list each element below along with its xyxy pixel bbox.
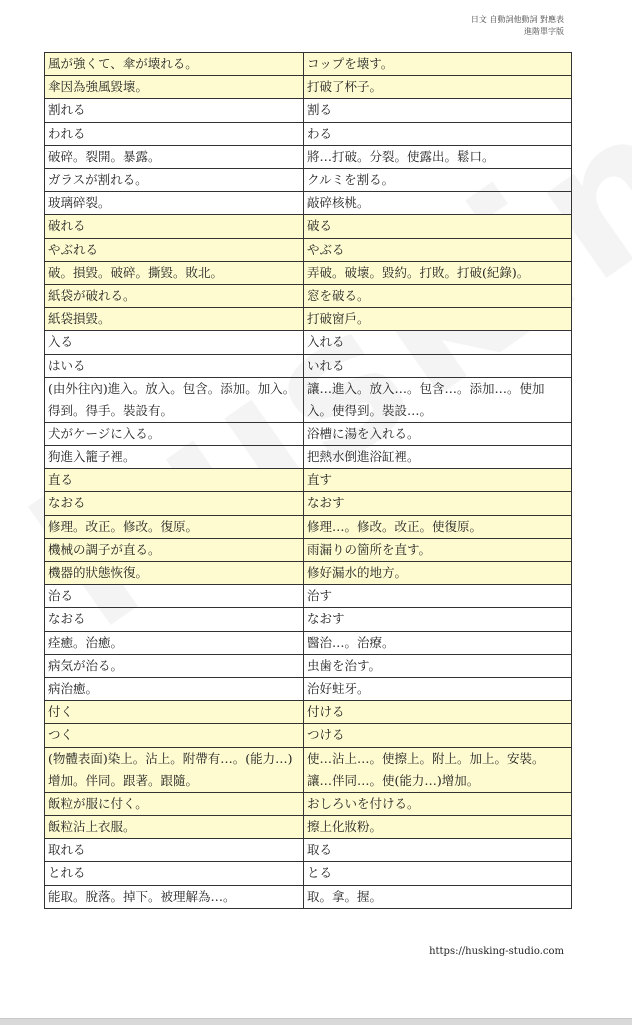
transitive-cell: 修好漏水的地方。	[304, 562, 572, 585]
intransitive-cell: やぶれる	[45, 238, 304, 261]
table-row	[45, 469, 572, 492]
transitive-cell: いれる	[304, 354, 572, 377]
table-row	[45, 422, 572, 445]
intransitive-cell: 傘因為強風毀壞。	[45, 76, 304, 99]
transitive-cell: 付ける	[304, 701, 572, 724]
transitive-cell: 虫歯を治す。	[304, 654, 572, 677]
transitive-cell: 入れる	[304, 331, 572, 354]
transitive-cell: 治す	[304, 585, 572, 608]
intransitive-cell: 直る	[45, 469, 304, 492]
table-row	[45, 76, 572, 99]
document-header	[471, 14, 564, 38]
intransitive-cell: 能取。脫落。掉下。被理解為…。	[45, 885, 304, 908]
table-row	[45, 585, 572, 608]
intransitive-cell: 紙袋が破れる。	[45, 285, 304, 308]
intransitive-cell: 破れる	[45, 215, 304, 238]
transitive-cell: 將…打破。分裂。使露出。鬆口。	[304, 145, 572, 168]
transitive-cell: わる	[304, 122, 572, 145]
header-subtitle: 進階單字版	[524, 27, 564, 36]
table-row	[45, 145, 572, 168]
table-row	[45, 331, 572, 354]
intransitive-cell: 紙袋損毀。	[45, 308, 304, 331]
table-row	[45, 215, 572, 238]
table-row	[45, 608, 572, 631]
transitive-cell: 使…沾上…。使擦上。附上。加上。安裝。讓…伴同…。使(能力…)增加。	[304, 747, 572, 792]
intransitive-cell: はいる	[45, 354, 304, 377]
table-row	[45, 192, 572, 215]
vocabulary-table	[44, 52, 572, 909]
footer-url[interactable]: https://husking-studio.com	[429, 946, 564, 957]
transitive-cell: 修理…。修改。改正。使復原。	[304, 515, 572, 538]
transitive-cell: 直す	[304, 469, 572, 492]
intransitive-cell: 割れる	[45, 99, 304, 122]
intransitive-cell: なおる	[45, 492, 304, 515]
intransitive-cell: 痊癒。治癒。	[45, 631, 304, 654]
table-row	[45, 354, 572, 377]
table-row	[45, 169, 572, 192]
intransitive-cell: 治る	[45, 585, 304, 608]
transitive-cell: 弄破。破壞。毀約。打敗。打破(紀錄)。	[304, 261, 572, 284]
table-row	[45, 515, 572, 538]
table-row	[45, 238, 572, 261]
transitive-cell: 窓を破る。	[304, 285, 572, 308]
intransitive-cell: われる	[45, 122, 304, 145]
transitive-cell: 破る	[304, 215, 572, 238]
table-row	[45, 862, 572, 885]
table-row	[45, 724, 572, 747]
transitive-cell: 取る	[304, 839, 572, 862]
intransitive-cell: とれる	[45, 862, 304, 885]
transitive-cell: 打破了杯子。	[304, 76, 572, 99]
intransitive-cell: 破碎。裂開。暴露。	[45, 145, 304, 168]
table-row	[45, 562, 572, 585]
transitive-cell: 醫治…。治療。	[304, 631, 572, 654]
transitive-cell: とる	[304, 862, 572, 885]
intransitive-cell: つく	[45, 724, 304, 747]
transitive-cell: やぶる	[304, 238, 572, 261]
intransitive-cell: 修理。改正。修改。復原。	[45, 515, 304, 538]
table-row	[45, 99, 572, 122]
table-row	[45, 308, 572, 331]
intransitive-cell: (物體表面)染上。沾上。附帶有…。(能力…)增加。伴同。跟著。跟隨。	[45, 747, 304, 792]
transitive-cell: 把熱水倒進浴缸裡。	[304, 446, 572, 469]
vocabulary-table-body	[45, 53, 572, 909]
table-row	[45, 654, 572, 677]
transitive-cell: つける	[304, 724, 572, 747]
transitive-cell: なおす	[304, 492, 572, 515]
intransitive-cell: 玻璃碎裂。	[45, 192, 304, 215]
transitive-cell: 取。拿。握。	[304, 885, 572, 908]
table-row	[45, 122, 572, 145]
table-row	[45, 285, 572, 308]
intransitive-cell: 狗進入籠子裡。	[45, 446, 304, 469]
intransitive-cell: ガラスが割れる。	[45, 169, 304, 192]
table-row	[45, 492, 572, 515]
intransitive-cell: 付く	[45, 701, 304, 724]
table-row	[45, 377, 572, 422]
intransitive-cell: 風が強くて、傘が壊れる。	[45, 53, 304, 76]
transitive-cell: なおす	[304, 608, 572, 631]
intransitive-cell: 犬がケージに入る。	[45, 422, 304, 445]
transitive-cell: 打破窗戶。	[304, 308, 572, 331]
intransitive-cell: 機械の調子が直る。	[45, 538, 304, 561]
intransitive-cell: (由外往內)進入。放入。包含。添加。加入。得到。得手。裝設有。	[45, 377, 304, 422]
intransitive-cell: なおる	[45, 608, 304, 631]
intransitive-cell: 飯粒が服に付く。	[45, 792, 304, 815]
transitive-cell: 讓…進入。放入…。包含…。添加…。使加入。使得到。裝設…。	[304, 377, 572, 422]
transitive-cell: 治好蛀牙。	[304, 678, 572, 701]
table-row	[45, 446, 572, 469]
intransitive-cell: 取れる	[45, 839, 304, 862]
transitive-cell: おしろいを付ける。	[304, 792, 572, 815]
transitive-cell: 擦上化妝粉。	[304, 815, 572, 838]
header-title: 日文 自動詞他動詞 對應表	[470, 15, 564, 24]
table-row	[45, 538, 572, 561]
intransitive-cell: 飯粒沾上衣服。	[45, 815, 304, 838]
transitive-cell: 割る	[304, 99, 572, 122]
table-row	[45, 815, 572, 838]
transitive-cell: クルミを割る。	[304, 169, 572, 192]
table-row	[45, 678, 572, 701]
table-row	[45, 261, 572, 284]
table-row	[45, 839, 572, 862]
table-row	[45, 631, 572, 654]
table-row	[45, 747, 572, 792]
transitive-cell: 雨漏りの箇所を直す。	[304, 538, 572, 561]
table-row	[45, 885, 572, 908]
table-row	[45, 701, 572, 724]
intransitive-cell: 機器的狀態恢復。	[45, 562, 304, 585]
intransitive-cell: 病治癒。	[45, 678, 304, 701]
table-row	[45, 792, 572, 815]
table-row	[45, 53, 572, 76]
transitive-cell: 浴槽に湯を入れる。	[304, 422, 572, 445]
transitive-cell: 敲碎核桃。	[304, 192, 572, 215]
intransitive-cell: 病気が治る。	[45, 654, 304, 677]
intransitive-cell: 入る	[45, 331, 304, 354]
transitive-cell: コップを壊す。	[304, 53, 572, 76]
intransitive-cell: 破。損毀。破碎。撕毀。敗北。	[45, 261, 304, 284]
